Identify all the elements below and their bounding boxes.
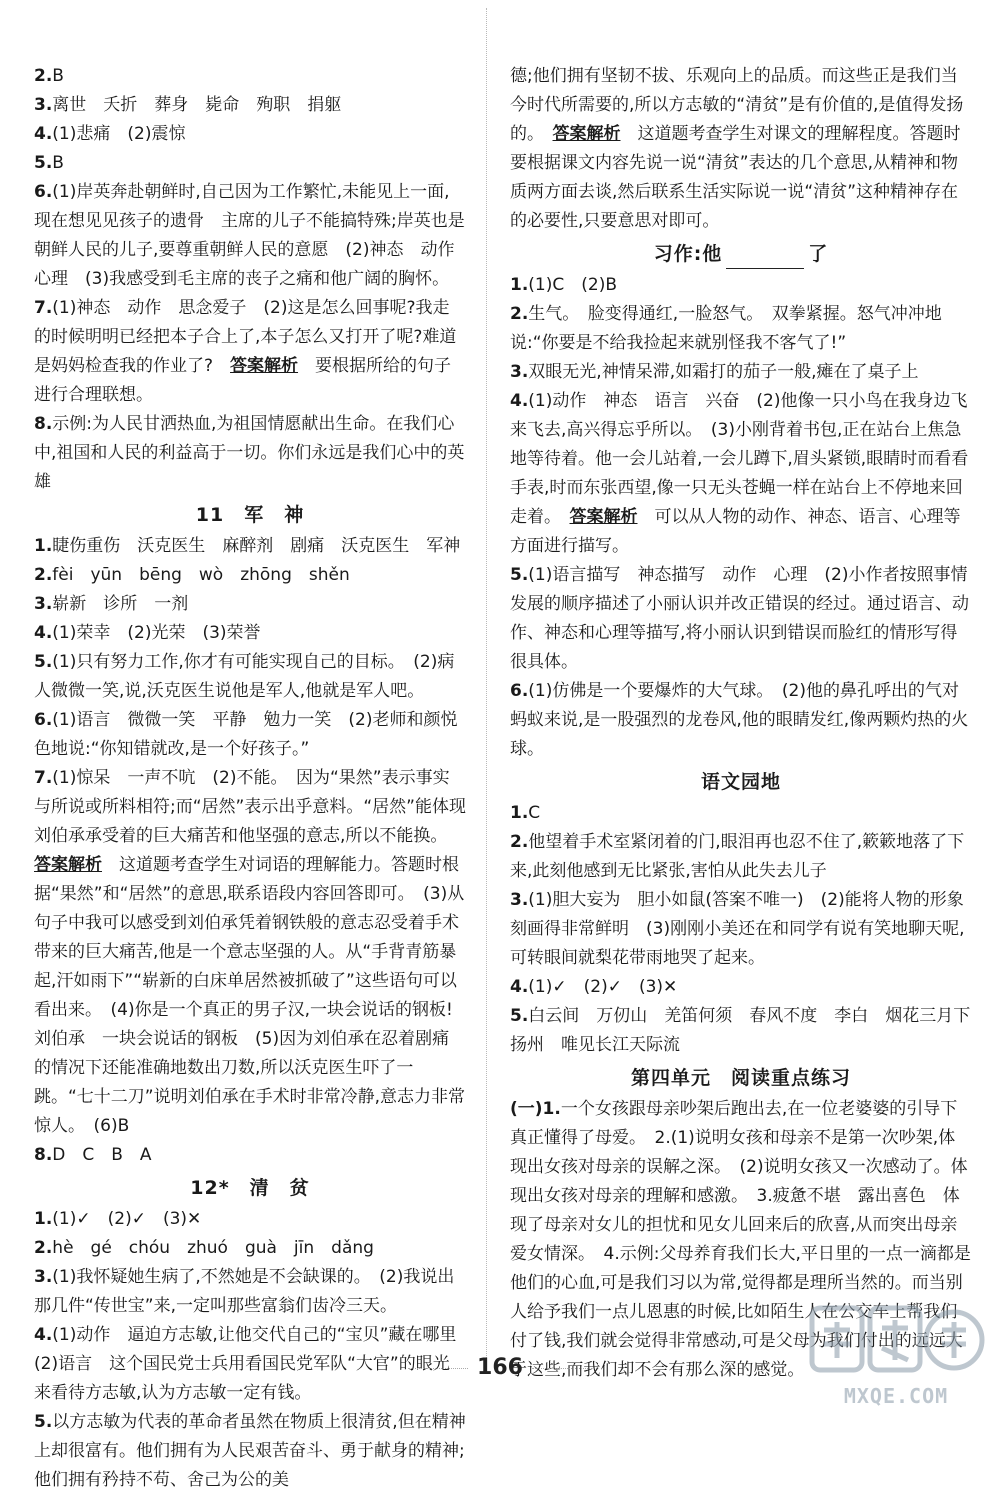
- item-text: 白云间 万仞山 羌笛何须 春风不度 李白 烟花三月下扬州 唯见长江天际流: [510, 1006, 971, 1055]
- item-number: 1.: [34, 536, 53, 556]
- answer-item: [34, 590, 466, 619]
- column-divider: [486, 8, 488, 1368]
- item-number: 6.: [510, 681, 529, 701]
- item-number: 3.: [34, 1267, 53, 1287]
- item-number: 4.: [34, 124, 53, 144]
- item-text: (1)语言描写 神态描写 动作 心理 (2)小作者按照事情发展的顺序描述了小丽认识并改正错误的经过。通过语言、动作、神态和心理等描写,将小丽认识到错误而脸红的情形写得很具体。: [510, 565, 969, 672]
- section-heading: [34, 501, 466, 530]
- answer-item: [34, 62, 466, 91]
- section-heading-suffix: 了: [808, 243, 829, 265]
- item-text: 以方志敏为代表的革命者虽然在物质上很清贫,但在精神上却很富有。他们拥有为人民艰苦奋斗、勇于献身的精神;他们拥有矜持不苟、舍己为公的美: [34, 1412, 466, 1490]
- section-heading: [510, 1064, 972, 1093]
- item-number: 5.: [510, 565, 529, 585]
- item-number: 8.: [34, 1145, 53, 1165]
- item-text: (1)惊呆 一声不吭 (2)不能。 因为“果然”表示事实与所说或所料相符;而“居然”表示出乎意料。“居然”能体现刘伯承承受着的巨大痛苦和他坚强的意志,所以不能换。: [34, 768, 466, 846]
- analysis-text: 可以从人物的动作、神态、语言、心理等方面进行描写。: [510, 507, 961, 556]
- answer-item: [510, 300, 972, 358]
- item-number: 1.: [34, 1209, 53, 1229]
- answer-item: [34, 764, 470, 1141]
- section-heading: [34, 1174, 466, 1203]
- item-number: 5.: [34, 1412, 53, 1432]
- item-text: 生气。 脸变得通红,一脸怒气。 双拳紧握。怒气冲冲地说:“你要是不给我捡起来就别怪我不客气了!”: [510, 304, 942, 353]
- page-number: 166: [470, 1350, 530, 1386]
- item-number: 3.: [510, 890, 529, 910]
- analysis-text: 这道题考查学生对课文的理解程度。答题时要根据课文内容先说一说“清贫”表达的几个意思,从精神和物质两方面去谈,然后联系生活实际说一说“清贫”这种精神存在的必要性,只要意思对即可。: [510, 124, 961, 231]
- answer-item: [510, 1002, 972, 1060]
- section-heading-text: 12* 清 贫: [190, 1177, 310, 1199]
- watermark-site: MXQE.COM: [843, 1384, 949, 1408]
- item-number: 1.: [510, 803, 529, 823]
- item-text: 崭新 诊所 一剂: [52, 594, 189, 614]
- item-text: (1)✓ (2)✓ (3)✕: [528, 977, 678, 997]
- item-text: (1)荣幸 (2)光荣 (3)荣誉: [52, 623, 261, 643]
- item-number: (一)1.: [510, 1099, 561, 1119]
- answer-item: [34, 532, 466, 561]
- answer-item: [34, 1141, 466, 1170]
- item-text: (1)动作 神态 语言 兴奋 (2)他像一只小鸟在我身边飞来飞去,高兴得忘乎所以。 (3)小刚背着书包,正在站台上焦急地等待着。他一会儿站着,一会儿蹲下,眉头紧锁,眼睛时而看看手表,时而东张西望,像一只无头苍蝇一样在站台上不停地来回走着。: [510, 391, 969, 527]
- section-heading-text: 11 军 神: [195, 504, 305, 526]
- answer-item: [34, 1234, 466, 1263]
- section-heading-text: 语文园地: [700, 771, 781, 793]
- item-number: 2.: [510, 304, 529, 324]
- item-text: B: [52, 153, 64, 173]
- item-text: (1)C (2)B: [528, 275, 617, 295]
- fill-blank-line: [726, 250, 804, 269]
- item-number: 4.: [34, 623, 53, 643]
- item-number: 5.: [510, 1006, 529, 1026]
- item-number: 4.: [510, 977, 529, 997]
- item-number: 3.: [510, 362, 529, 382]
- answer-item: [34, 1408, 466, 1495]
- item-text: 睫伤重伤 沃克医生 麻醉剂 剧痛 沃克医生 军神: [52, 536, 461, 556]
- section-heading: [510, 768, 972, 797]
- analysis-text: 要根据所给的句子进行合理联想。: [34, 356, 452, 405]
- item-text: (1)动作 逼迫方志敏,让他交代自己的“宝贝”藏在哪里 (2)语言 这个国民党士兵用看国民党军队“大官”的眼光来看待方志敏,认为方志敏一定有钱。: [34, 1325, 474, 1403]
- answer-item: [510, 561, 972, 677]
- answer-item: [510, 973, 972, 1002]
- item-number: 6.: [34, 182, 53, 202]
- item-text: (1)语言 微微一笑 平静 勉力一笑 (2)老师和颜悦色地说:“你知错就改,是一个好孩子。”: [34, 710, 458, 759]
- answer-analysis-tag: 答案解析: [552, 124, 621, 144]
- answer-item: [510, 677, 972, 764]
- answer-item: [34, 178, 472, 294]
- answer-item: [510, 387, 972, 561]
- item-text: fèi yūn bēng wò zhōng shěn: [52, 565, 350, 585]
- answer-item: [510, 271, 972, 300]
- watermark-stamp-icon: [806, 1300, 986, 1384]
- item-text: 离世 夭折 葬身 毙命 殉职 捐躯: [52, 95, 342, 115]
- watermark-logo: [806, 1300, 986, 1412]
- item-number: 2.: [34, 1238, 53, 1258]
- item-text: 双眼无光,神情呆滞,如霜打的茄子一般,瘫在了桌子上: [528, 362, 919, 382]
- answer-item: [34, 91, 466, 120]
- item-number: 2.: [34, 565, 53, 585]
- top-margin: [0, 0, 1000, 20]
- item-text: (1)只有努力工作,你才有可能实现自己的目标。 (2)病人微微一笑,说,沃克医生说他是军人,他就是军人吧。: [34, 652, 455, 701]
- answer-item: [34, 561, 466, 590]
- item-number: 6.: [34, 710, 53, 730]
- item-number: 3.: [34, 95, 53, 115]
- item-text: (1)仿佛是一个要爆炸的大气球。 (2)他的鼻孔呼出的气对蚂蚁来说,是一股强烈的龙卷风,他的眼睛发红,像两颗灼热的火球。: [510, 681, 969, 759]
- right-column: [510, 62, 972, 1385]
- answer-analysis-tag: 答案解析: [230, 356, 299, 376]
- item-text: hè gé chóu zhuó guà jīn dǎng: [52, 1238, 374, 1258]
- item-text: (1)我怀疑她生病了,不然她是不会缺课的。 (2)我说出那几件“传世宝”来,一定叫那些富翁们齿冷三天。: [34, 1267, 455, 1316]
- answer-item: [34, 1263, 466, 1321]
- item-number: 7.: [34, 298, 53, 318]
- item-text: (1)胆大妄为 胆小如鼠(答案不唯一) (2)能将人物的形象刻画得非常鲜明 (3)刚刚小美还在和同学有说有笑地聊天呢,可转眼间就梨花带雨地哭了起来。: [510, 890, 965, 968]
- item-number: 1.: [510, 275, 529, 295]
- item-text: C: [528, 803, 541, 823]
- answer-item: [34, 706, 466, 764]
- left-column: [34, 62, 474, 1495]
- item-text: 示例:为人民甘洒热血,为祖国情愿献出生命。在我们心中,祖国和人民的利益高于一切。你们永远是我们心中的英雄: [34, 414, 465, 492]
- answer-item: [34, 619, 466, 648]
- answer-item: [510, 358, 972, 387]
- item-number: 8.: [34, 414, 53, 434]
- answer-item: [34, 1205, 466, 1234]
- answer-item: [510, 886, 972, 973]
- item-number: 4.: [34, 1325, 53, 1345]
- item-number: 7.: [34, 768, 53, 788]
- section-heading-text: 习作:他: [653, 243, 723, 265]
- item-text: 德;他们拥有坚韧不拔、乐观向上的品质。而这些正是我们当今时代所需要的,所以方志敏的“清贫”是有价值的,是值得发扬的。: [510, 66, 964, 144]
- item-number: 5.: [34, 153, 53, 173]
- answer-item: [34, 120, 466, 149]
- section-heading: [510, 240, 972, 269]
- item-text: (1)✓ (2)✓ (3)✕: [52, 1209, 202, 1229]
- item-text: 他望着手术室紧闭着的门,眼泪再也忍不住了,簌簌地落了下来,此刻他感到无比紧张,害怕从此失去儿子: [510, 832, 965, 881]
- answer-analysis-tag: 答案解析: [34, 855, 102, 875]
- answer-item: [34, 149, 466, 178]
- item-text: 一个女孩跟母亲吵架后跑出去,在一位老婆婆的引导下真正懂得了母爱。 2.(1)说明女孩和母亲不是第一次吵架,体现出女孩对母亲的误解之深。 (2)说明女孩又一次感动了。体现出女孩对母亲的理解和感激。 3.疲惫不堪 露出喜色 体现了母亲对女儿的担忧和见女儿回来后的欣喜,从而突出母亲爱女情深。 4.示例:父母养育我们长大,平日里的一点一滴都是他们的心血,可是我们习以为常,觉得都是理所当然的。而当别人给予我们一点儿恩惠的时候,比如陌生人在公交车上帮我们付了钱,我们就会觉得非常感动,可是父母为我们付出的远远大于这些,而我们却不会有那么深的感觉。: [510, 1099, 971, 1380]
- analysis-text: 这道题考查学生对词语的理解能力。答题时根据“果然”和“居然”的意思,联系语段内容回答即可。 (3)从句子中我可以感受到刘伯承凭着钢铁般的意志忍受着手术带来的巨大痛苦,他是一个意志坚强的人。从“手背青筋暴起,汗如雨下”“崭新的白床单居然被抓破了”这些语句可以看出来。 (4)你是一个真正的男子汉,一块会说话的钢板! 刘伯承 一块会说话的钢板 (5)因为刘伯承在忍着剧痛的情况下还能准确地数出刀数,所以沃克医生吓了一跳。“七十二刀”说明刘伯承在手术时非常冷静,意志力非常惊人。 (6)B: [34, 855, 470, 1136]
- answer-item: [510, 799, 972, 828]
- item-number: 5.: [34, 652, 53, 672]
- answer-item: [34, 648, 466, 706]
- item-text: (1)悲痛 (2)震惊: [52, 124, 186, 144]
- section-heading-text: 第四单元 阅读重点练习: [630, 1067, 851, 1089]
- item-number: 2.: [510, 832, 529, 852]
- answer-item: [34, 294, 466, 410]
- item-number: 4.: [510, 391, 529, 411]
- item-text: (1)岸英奔赴朝鲜时,自己因为工作繁忙,未能见上一面,现在想见见孩子的遗骨 主席的儿子不能搞特殊;岸英也是朝鲜人民的儿子,要尊重朝鲜人民的意愿 (2)神态 动作 心理 (3)我感受到毛主席的丧子之痛和他广阔的胸怀。: [34, 182, 472, 289]
- answer-analysis-tag: 答案解析: [569, 507, 638, 527]
- answer-item: [34, 410, 466, 497]
- item-number: 2.: [34, 66, 53, 86]
- item-text: (1)神态 动作 思念爱子 (2)这是怎么回事呢?我走的时候明明已经把本子合上了,本子怎么又打开了呢?难道是妈妈检查我的作业了?: [34, 298, 457, 376]
- answer-item: [510, 828, 972, 886]
- item-text: B: [52, 66, 64, 86]
- answer-item: [34, 1321, 474, 1408]
- item-text: D C B A: [52, 1145, 152, 1165]
- item-number: 3.: [34, 594, 53, 614]
- answer-continuation: [510, 62, 972, 236]
